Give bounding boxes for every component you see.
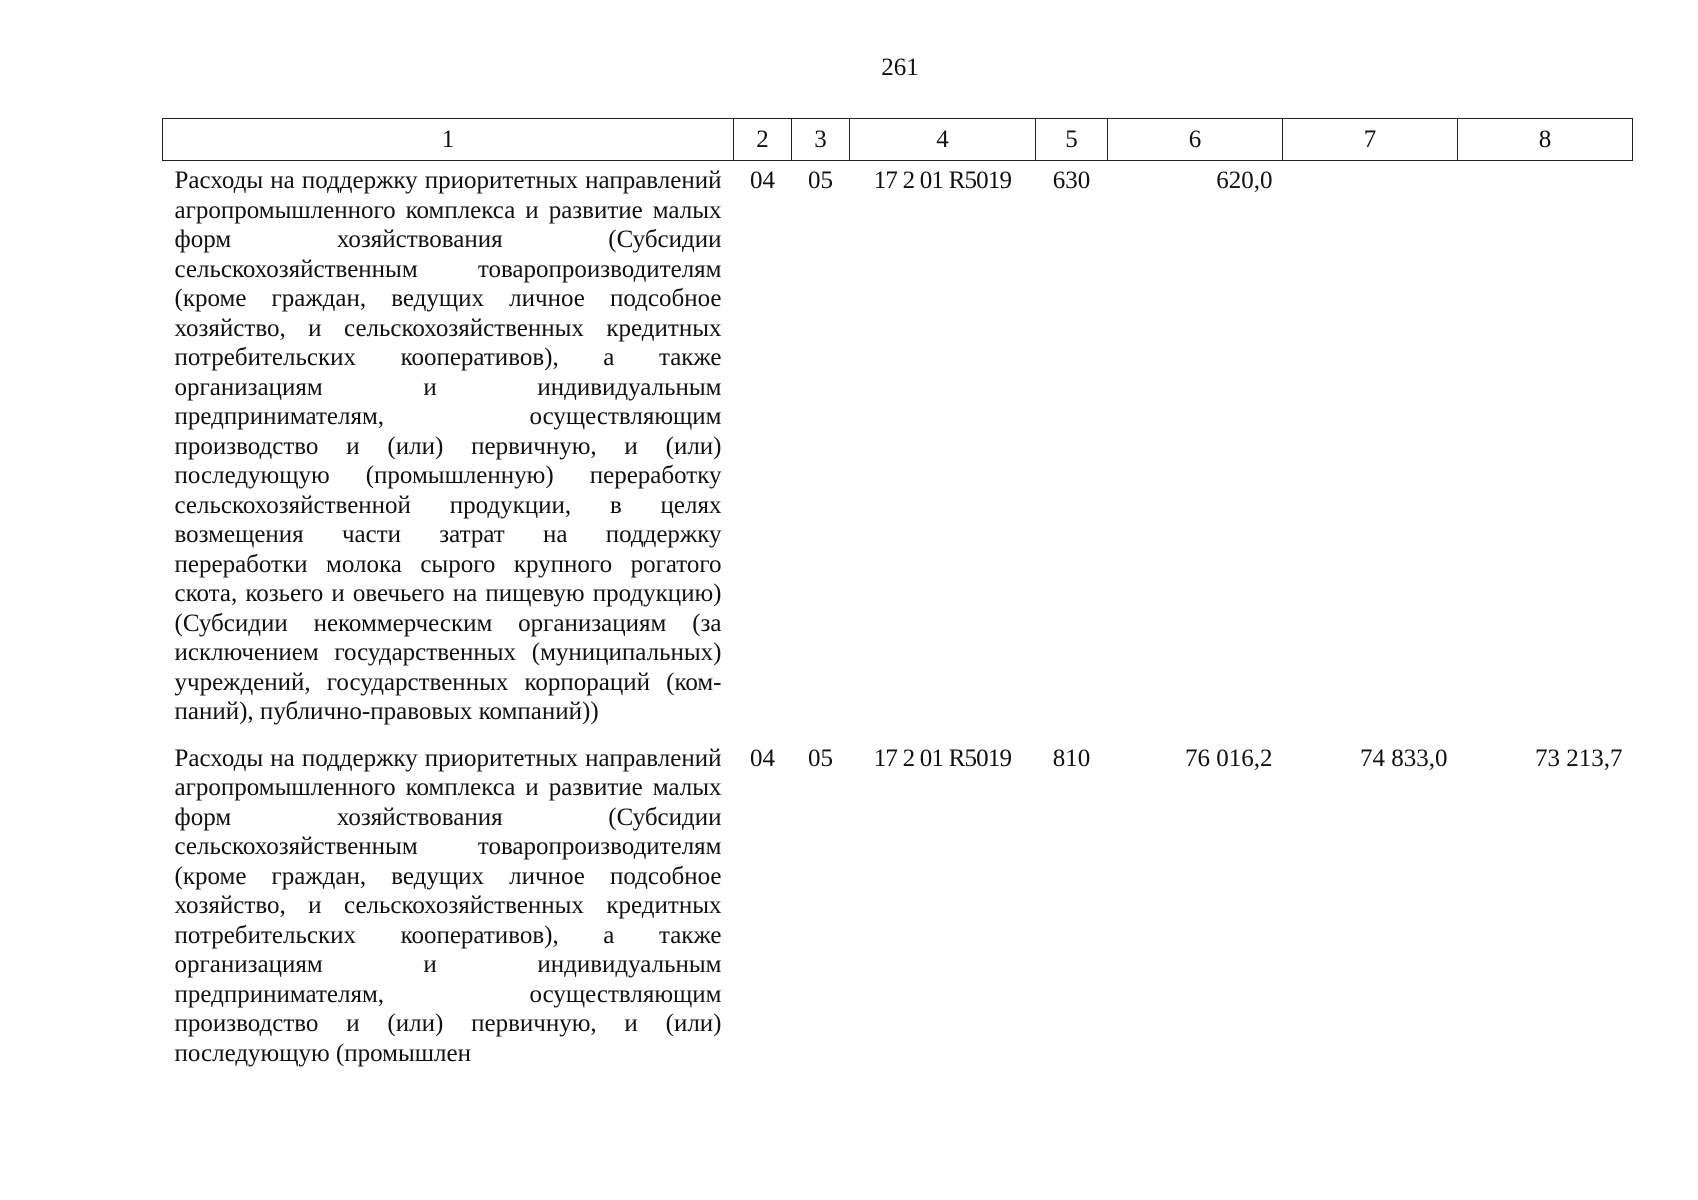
row-section: 04	[750, 167, 775, 194]
row-amount-1: 76 016,2	[1185, 744, 1273, 772]
row-amount-3: 73 213,7	[1535, 744, 1623, 772]
row-description: Расходы на поддержку приоритетных направлений агропромышленного комплекса и развитие малых форм хозяйствования (Субсидии сельскохозяйственным товаропроизводителям (кроме граждан, ведущих личное подсобное хозяйство, и сельскохозяйственных кредитных потребительских кооперативов), а также организациям и индивидуальным предпринимателям, осуществляющим производство и (или) первичную, и (или) последующую (промышленную) переработку сельскохозяйственной продукции, в целях возмещения части затрат на поддержку переработки молока сырого крупного рогатого скота, козьего и овечьего на пищевую продукцию) (Субсидии некоммерческим организациям (за исключением государственных (муниципальных) учреждений, государственных корпораций (компаний), публично-правовых компаний))	[174, 167, 722, 725]
header-cell-4: 4	[850, 119, 1036, 161]
row-expense-type: 810	[1052, 744, 1091, 772]
budget-table	[162, 118, 1633, 1080]
table-row	[163, 739, 1633, 1081]
row-amount-2: 74 833,0	[1360, 744, 1448, 772]
header-cell-1: 1	[163, 119, 734, 161]
row-target-article: 17 2 01 R5019	[873, 167, 1012, 194]
row-description: Расходы на поддержку приоритетных направлений агропромышленного комплекса и развитие малых форм хозяйствования (Субсидии сельскохозяйственным товаропроизводителям (кроме граждан, ведущих личное подсобное хозяйство, и сельскохозяйственных кредитных потребительских кооперативов), а также организациям и индивидуальным предпринимателям, осуществляющим производство и (или) первичную, и (или) последующую (промышлен	[174, 744, 722, 1067]
header-cell-7: 7	[1283, 119, 1458, 161]
row-subsection: 05	[808, 167, 833, 194]
row-expense-type: 630	[1052, 167, 1091, 194]
row-amount-3	[1458, 161, 1633, 739]
header-cell-8: 8	[1458, 119, 1633, 161]
row-section: 04	[750, 744, 775, 772]
table-row	[163, 161, 1633, 739]
header-cell-6: 6	[1108, 119, 1283, 161]
header-cell-5: 5	[1036, 119, 1108, 161]
row-amount-2	[1283, 161, 1458, 739]
row-amount-1: 620,0	[1216, 167, 1273, 194]
row-target-article: 17 2 01 R5019	[873, 744, 1012, 772]
header-cell-3: 3	[792, 119, 850, 161]
row-subsection: 05	[808, 744, 833, 772]
header-row	[163, 119, 1633, 161]
header-cell-2: 2	[734, 119, 792, 161]
page-number: 261	[881, 54, 919, 81]
